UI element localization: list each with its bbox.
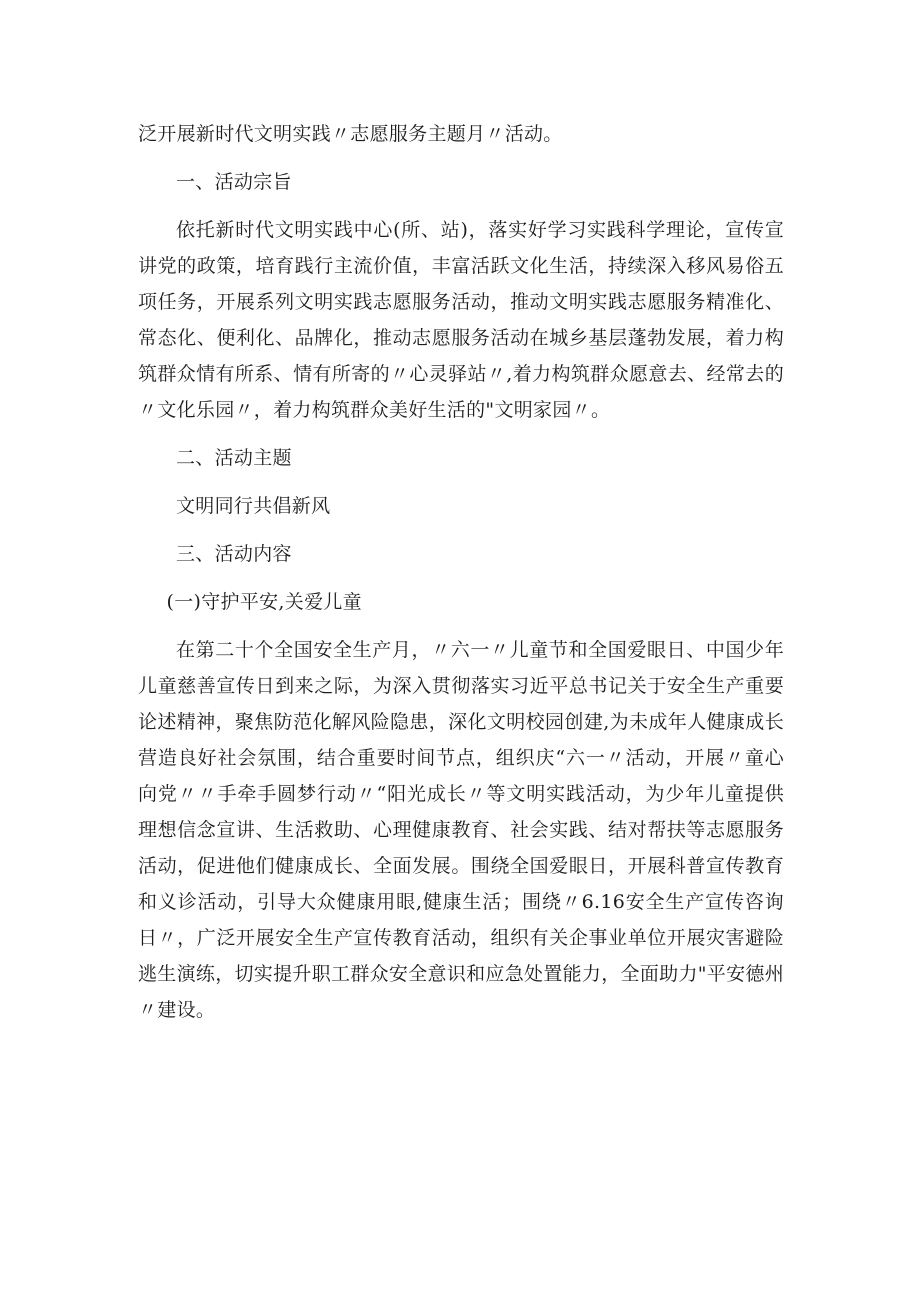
subsection-heading-safety: (一)守护平安,关爱儿童 [166,591,362,613]
section-heading-content: 三、活动内容 [176,543,292,565]
section-heading-theme: 二、活动主题 [176,447,292,469]
paragraph-purpose: 依托新时代文明实践中心(所、站)，落实好学习实践科学理论，宣传宣讲党的政策，培育践行主流价值，丰富活跃文化生活，持续深入移风易俗五项任务，开展系列文明实践志愿服务活动，推动文明实践志愿服务精准化、常态化、便利化、品牌化，推动志愿服务活动在城乡基层蓬勃发展，着力构筑群众情有所系、情有所寄的〃心灵驿站〃,着力构筑群众愿意去、经常去的〃文化乐园〃，着力构筑群众美好生活的"文明家园〃。 [138,219,784,421]
document-body [138,116,784,1040]
paragraph-safety: 在第二十个全国安全生产月，〃六一〃儿童节和全国爱眼日、中国少年儿童慈善宣传日到来之际，为深入贯彻落实习近平总书记关于安全生产重要论述精神，聚焦防范化解风险隐患，深化文明校园创建,为未成年人健康成长营造良好社会氛围，结合重要时间节点，组织庆“六一〃活动，开展〃童心向党〃〃手牵手圆梦行动〃“阳光成长〃等文明实践活动，为少年儿童提供理想信念宣讲、生活救助、心理健康教育、社会实践、结对帮扶等志愿服务活动，促进他们健康成长、全面发展。围绕全国爱眼日，开展科普宣传教育和义诊活动，引导大众健康用眼,健康生活；围绕〃6.16安全生产宣传咨询日〃，广泛开展安全生产宣传教育活动，组织有关企事业单位开展灾害避险逃生演练，切实提升职工群众安全意识和应急处置能力，全面助力"平安德州〃建设。 [138,639,784,1021]
paragraph-theme: 文明同行共倡新风 [176,495,331,517]
paragraph-continuation: 泛开展新时代文明实践〃志愿服务主题月〃活动。 [138,123,563,145]
section-heading-purpose: 一、活动宗旨 [176,171,292,193]
